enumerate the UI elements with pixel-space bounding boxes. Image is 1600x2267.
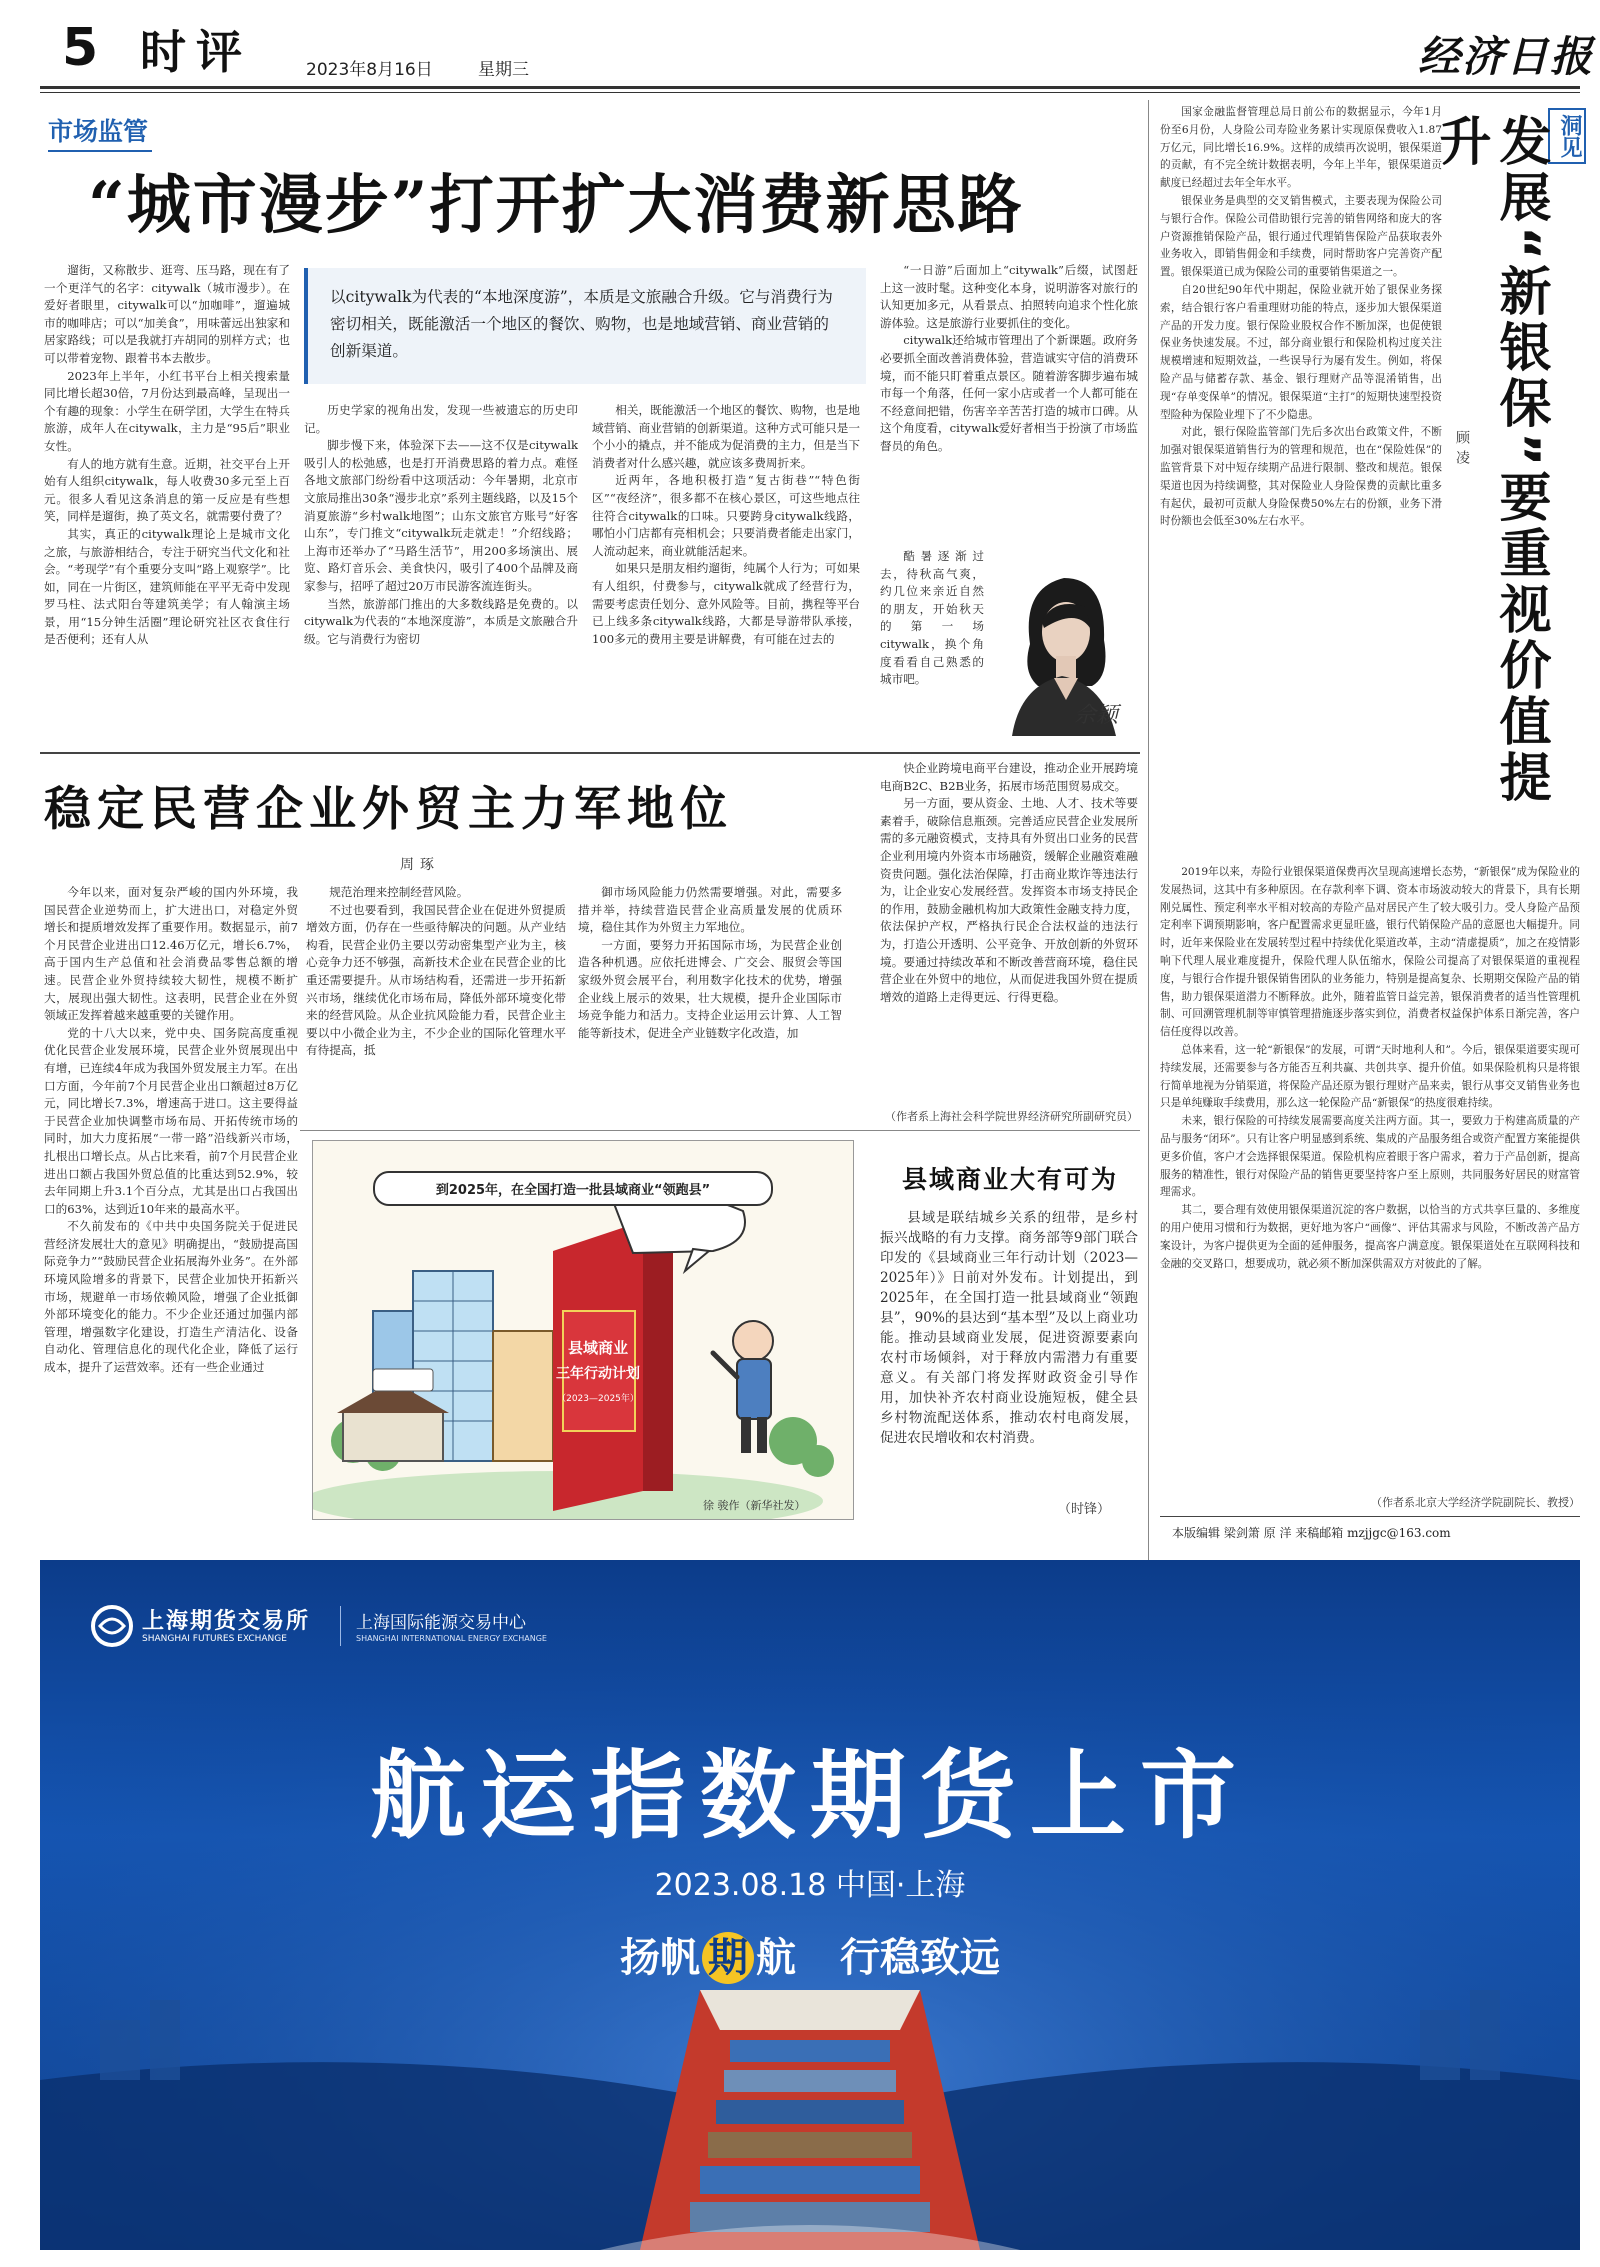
paragraph: 银保业务是典型的交叉销售模式，主要表现为保险公司与银行合作。保险公司借助银行完善的销售网络和庞大的客户资源推销保险产品，银行通过代理销售保险产品获取表外业务收入，即销售佣金和手续费，同时帮助客户完善资产配置。银保渠道已成为保险公司的重要销售渠道之一。	[1160, 194, 1442, 279]
paragraph: 脚步慢下来，体验深下去——这不仅是citywalk吸引人的松弛感，也是打开消费思路的着力点。难怪各地文旅部门纷纷看中这项活动：今年暑期，北京市文旅局推出30条“漫步北京”系列主题线路，以及15个消夏旅游“乡村walk地图”；山东文旅官方账号“好客山东”，专门推文“citywalk玩走就走！”介绍线路；上海市还举办了“马路生活节”，用200多场演出、展览、路灯音乐会、美食快闪，吸引了400个品牌及商家参与，招呼了超过20万市民游客流连街头。	[304, 438, 578, 593]
article1-column-4	[880, 262, 1138, 542]
footer-rule	[1160, 1516, 1580, 1517]
energy-exchange-cn: 上海国际能源交易中心	[356, 1613, 526, 1633]
paragraph: 2023年上半年，小红书平台上相关搜索量同比增长超30倍，7月份达到最高峰，呈现出一个有趣的现象：小学生在研学团，大学生在特兵旅游，成年人在citywalk，主力是“95后”职业女性。	[44, 368, 290, 453]
pullquote: 以citywalk为代表的“本地深度游”，本质是文旅融合升级。它与消费行为密切相关，既能激活一个地区的餐饮、购物，也是地域营销、商业营销的创新渠道。	[330, 288, 833, 360]
article2-column-4	[880, 760, 1138, 1105]
issue-weekday: 星期三	[478, 60, 529, 80]
masthead-logo: 经济日报	[1418, 32, 1595, 81]
divider	[1148, 100, 1149, 1650]
article2-column-3	[578, 884, 842, 1124]
paragraph: 其二，要合理有效使用银保渠道沉淀的客户数据，以恰当的方式共享巨量的、多维度的用户使用习惯和行为数据，更好地为客户“画像”、评估其需求与风险，不断改善产品方案设计，为客户提供更为全面的延伸服务，提高客户满意度。银保渠道处在互联网科技和金融的交叉路口，想要成功，就必须不断加深供需双方对彼此的了解。	[1160, 1204, 1580, 1270]
article2-column-2	[306, 884, 566, 1124]
paragraph: 国家金融监督管理总局日前公布的数据显示，今年1月份至6月份，人身险公司寿险业务累计实现原保费收入1.87万亿元，同比增长16.9%。这样的成绩再次说明，银保渠道的贡献，有不完全统计数据表明，今年上半年，银保渠道贡献度已经超过去年全年水平。	[1160, 106, 1442, 190]
article3-body	[880, 1208, 1138, 1498]
paragraph: “一日游”后面加上“citywalk”后缀，试图赶上这一波时髦。这种变化本身，说明游客对旅行的认知更加多元，从看景点、拍照转向追求个性化旅游体验。这是旅游行业要抓住的变化。	[880, 263, 1138, 330]
right-headline: 发展“新银保”要重视价值提升	[1430, 114, 1550, 807]
paragraph: citywalk还给城市管理出了个新课题。政府务必要抓全面改善消费体验，营造诚实守信的消费环境，而不能只盯着重点景区。随着游客脚步遍布城市每一个角落，任何一家小店或者一个人都可能在不经意间把错，伤害辛辛苦苦打造的城市口碑。从这个角度看，citywalk爱好者相当于扮演了市场监督员的角色。	[880, 333, 1138, 453]
paragraph: 今年以来，面对复杂严峻的国内外环境，我国民营企业逆势而上，扩大进出口，对稳定外贸增长和提质增效发挥了重要作用。数据显示，前7个月民营企业进出口12.46万亿元，增长6.7%，高于国内生产总值和社会消费品零售总额的增速。民营企业外贸持续较大韧性，规模不断扩大，展现出强大韧性。这表明，民营企业在外贸领域正发挥着越来越重要的关键作用。	[44, 885, 298, 1023]
energy-exchange-en: SHANGHAI INTERNATIONAL ENERGY EXCHANGE	[356, 1634, 547, 1643]
article3-byline: （时锋）	[1058, 1502, 1111, 1517]
paragraph: 遛街，又称散步、逛弯、压马路，现在有了一个更洋气的名字：citywalk（城市漫步）。在爱好者眼里，citywalk可以“加咖啡”，遛遍城市的咖啡店；可以“加美食”，用味蕾远出独家和居家路线；可以是我就打卉胡同的别样方式；也可以带着宠物、跟着书本去散步。	[44, 263, 290, 365]
exchange-name-en: SHANGHAI FUTURES EXCHANGE	[142, 1634, 287, 1644]
ad-slogan	[40, 1926, 1580, 1984]
book-title-1: 县域商业	[567, 1339, 628, 1357]
paragraph: 规范治理来控制经营风险。	[329, 885, 469, 899]
article2-headline: 稳定民营企业外贸主力军地位	[44, 782, 733, 837]
ad-banner	[40, 1560, 1580, 2250]
paragraph: 对此，银行保险监管部门先后多次出台政策文件，不断加强对银保渠道销售行为的管理和规范，也在“保险姓保”的监管背景下对中短存续期产品进行限制、整改和规范。银保渠道也因为持续调整，其对保险业人身险保费的贡献比重多有起伏，最初可贡献人身险保费50%左右的份额，业务下滑时份额也会低至30%左右水平。	[1160, 426, 1442, 528]
paragraph: 当然，旅游部门推出的大多数线路是免费的。以citywalk为代表的“本地深度游”，本质是文旅融合升级。它与消费行为密切	[304, 596, 578, 646]
illustration-credit: 徐 骏作（新华社发）	[703, 1499, 806, 1512]
slogan-part3: 行稳致远	[840, 1935, 1000, 1981]
page-number: 5	[62, 18, 99, 78]
page-header	[0, 0, 1600, 100]
paragraph: 酷暑逐渐过去，待秋高气爽，约几位来亲近自然的朋友，开始秋天的第一场citywalk，换个角度看看自己熟悉的城市吧。	[880, 549, 984, 687]
article1-column-1	[44, 262, 290, 740]
author-signature: 佘颖	[1074, 703, 1119, 728]
paragraph: 总体来看，这一轮“新银保”的发展，可谓“天时地利人和”。今后，银保渠道要实现可持续发展，还需要参与各方能否互利共赢、共创共享、提升价值。如果保险机构只是将银行简单地视为分销渠道，将保险产品还原为银行理财产品来卖，银行从事交叉销售业务也只是单纯赚取手续费用，那么这一轮保险产品“新银保”的热度很难持续。	[1160, 1043, 1580, 1110]
right-column-top	[1160, 104, 1442, 860]
article1-column-4-end	[880, 548, 984, 736]
exchange-logo	[90, 1604, 134, 1648]
column-tag-insight: 洞见	[1548, 108, 1586, 164]
issue-date: 2023年8月16日	[306, 60, 433, 80]
divider	[300, 1130, 1140, 1131]
author-portrait	[992, 548, 1138, 736]
article1-column-2	[304, 402, 578, 742]
article2-column-1	[44, 884, 298, 1518]
paragraph: 未来，银行保险的可持续发展需要高度关注两方面。其一，要致力于构建高质量的产品与服务“闭环”。只有让客户明显感到系统、集成的产品服务组合或资产配置方案能提供更多价值，客户才会选择银保渠道。保险机构应着眼于客户需求，着力于产品创新，提高服务的精准性，银行对保险产品的销售更要坚持客户至上原则，共同服务好居民的财富管理需求。	[1160, 1115, 1580, 1199]
header-rule-thin	[40, 92, 1580, 93]
paragraph: 自20世纪90年代中期起，保险业就开始了银保业务探索，结合银行客户看重理财功能的特点，逐步加大银保渠道产品的开发力度。银行保险业股权合作不断加深，也促使银保业务快速发展。不过，部分商业银行和保险机构过度关注规模增速和短期效益，一些误导行为屡有发生。例如，将保险产品与储蓄存款、基金、银行理财产品等混淆销售，出现“存单变保单”的情况。银保渠道“主打”的短期快速型投资型险种为保险业埋下了不少隐患。	[1160, 283, 1442, 421]
paragraph: 快企业跨境电商平台建设，推动企业开展跨境电商B2C、B2B业务，拓展市场范围贸易成交。	[880, 761, 1138, 793]
book-title-2: 三年行动计划	[556, 1366, 640, 1382]
paragraph: 不久前发布的《中共中央国务院关于促进民营经济发展壮大的意见》明确提出，“鼓励提高国际竞争力”“鼓励民营企业拓展海外业务”。在外部环境风险增多的背景下，民营企业加快开拓新兴市场，规避单一市场依赖风险，增强了企业抵御外部环境变化的能力。不少企业还通过加强内部管理，增强数字化建设，打造生产清洁化、设备自动化、管理信息化的现代化企业，降低了运行成本，提升了运营效率。还有一些企业通过	[44, 1219, 298, 1375]
right-column-bottom	[1160, 864, 1580, 1490]
ad-date-place: 2023.08.18 中国·上海	[654, 1868, 966, 1903]
ad-title: 航运指数期货上市	[370, 1740, 1250, 1852]
section-name: 时评	[140, 25, 252, 79]
column-tag: 市场监管	[48, 112, 152, 152]
pullquote-box	[304, 268, 866, 384]
exchange-name-cn: 上海期货交易所	[142, 1608, 311, 1634]
article2-author-note: （作者系上海社会科学院世界经济研究所副研究员）	[885, 1110, 1138, 1123]
paragraph: 不过也要看到，我国民营企业在促进外贸提质增效方面，仍存在一些亟待解决的问题。从产业结构看，民营企业仍主要以劳动密集型产业为主，核心竞争力还不够强，高新技术企业在民营企业的比重还需要提升。从市场结构看，还需进一步开拓新兴市场，继续优化市场布局，降低外部环境变化带来的经营风险。从企业抗风险能力看，民营企业主要以中小微企业为主，不少企业的国际化管理水平有待提高，抵	[306, 902, 566, 1058]
paragraph: 其实，真正的citywalk理论上是城市文化之旅，与旅游相结合，专注于研究当代文化和社会。“考现学”有个重要分支叫“路上观察学”。比如，同在一片街区，建筑师能在平平无奇中发现罗马柱、法式阳台等建筑美学；有人翰演主场景，用“15分钟生活圈”理论研究社区衣食住行是否便利；还有人从	[44, 526, 290, 647]
paragraph: 县域是联结城乡关系的纽带，是乡村振兴战略的有力支撑。商务部等9部门联合印发的《县域商业三年行动计划（2023—2025年）》日前对外发布。计划提出，到2025年，在全国打造一批县域商业“领跑县”，90%的县达到“基本型”及以上商业功能。推动县域商业发展，促进资源要素向农村市场倾斜，对于释放内需潜力有重要意义。有关部门将发挥财政资金引导作用，加快补齐农村商业设施短板，健全县乡村物流配送体系，推动农村电商发展，促进农民增收和农村消费。	[880, 1210, 1138, 1446]
editors-line: 本版编辑 梁剑箫 原 洋 来稿邮箱 mzjjgc@163.com	[1172, 1526, 1451, 1540]
article2-byline: 周琢	[400, 857, 440, 873]
paragraph: 近两年，各地积极打造“复古街巷”“特色街区”“夜经济”，很多都不在核心景区，可这些地点往往符合citywalk的口味。只要跨身citywalk线路，哪怕小门店都有亮相机会；只要消费者能走出家门，人流动起来，商业就能活起来。	[592, 473, 860, 558]
paragraph: 有人的地方就有生意。近期，社交平台上开始有人组织citywalk，每人收费30多元至上百元。很多人看见这条消息的第一反应是有些想笑，同样是遛街，换了英文名，就需要付费了？	[44, 456, 290, 524]
paragraph: 相关，既能激活一个地区的餐饮、购物，也是地域营销、商业营销的创新渠道。这种方式可能只是一个小小的撬点，并不能成为促消费的主力，但是当下消费者对什么感兴趣，就应该多费周折来。	[592, 403, 860, 470]
right-author-note: （作者系北京大学经济学院副院长、教授）	[1371, 1496, 1580, 1509]
ad-background-art	[40, 1560, 1580, 2250]
paragraph: 另一方面，要从资金、土地、人才、技术等要素着手，破除信息瓶颈。完善适应民营企业发展所需的多元融资模式，支持具有外贸出口业务的民营企业利用境内外资本市场融资，缓解企业融资难融资贵问题。强化法治保障，打击商业欺诈等违法行为，让企业安心发展经营。发挥资本市场支持民企的作用，鼓励金融机构加大政策性金融支持力度，依法保护产权，严格执行民企合法权益的违法行为，打造公开透明、公平竞争、开放创新的外贸环境。要通过持续改革和不断改善营商环境，稳住民营企业在外贸中的地位，从而促进我国外贸在提质增效的道路上走得更远、行得更稳。	[880, 796, 1138, 1004]
divider	[40, 752, 1140, 754]
slogan-highlight: 期	[702, 1932, 754, 1984]
illustration	[312, 1140, 854, 1520]
illustration-banner: 到2025年，在全国打造一批县域商业“领跑县”	[373, 1171, 773, 1206]
paragraph: 如果只是朋友相约遛街，纯属个人行为；可如果有人组织，付费参与，citywalk就成了经营行为，需要考虑责任划分、意外风险等。目前，携程等平台已上线多条citywalk线路，大都是导游带队承接，100多元的费用主要是讲解费，有可能在过去的	[592, 561, 860, 646]
paragraph: 党的十八大以来，党中央、国务院高度重视优化民营企业发展环境，民营企业外贸展现出中有增，已连续4年成为我国外贸发展主力军。在出口方面，今年前7个月民营企业出口额超过8万亿元，同比增长7.3%，增速高于进口。这主要得益于民营企业加快调整市场布局、开拓传统市场的同时，加大力度拓展“一带一路”沿线新兴市场，扎根出口增长点。从占比来看，前7个月民营企业进出口额占我国外贸总值的比重达到52.9%，较去年同期上升3.1个百分点，尤其是出口占我国出口的63%，达到近10年来的最高水平。	[44, 1025, 298, 1216]
paragraph: 历史学家的视角出发，发现一些被遗忘的历史印记。	[304, 403, 578, 435]
slogan-part2: 航	[756, 1935, 796, 1981]
article1-column-3	[592, 402, 860, 742]
article1-headline: “城市漫步”打开扩大消费新思路	[88, 168, 1024, 243]
book-title-3: （2023—2025年）	[557, 1394, 639, 1404]
ad-divider	[340, 1606, 341, 1646]
paragraph: 2019年以来，寿险行业银保渠道保费再次呈现高速增长态势，“新银保”成为保险业的发展热词，这其中有多种原因。在存款利率下调、资本市场波动较大的背景下，具有长期刚兑属性、预定利率水平相对较高的寿险产品对居民产生了较大吸引力。受人身险产品预定利率下调预期影响，客户配置需求更显旺盛，银行代销保险产品的意愿也大幅提升。同时，近年来保险业在发展转型过程中持续优化渠道改革，主动“清虚提质”，加之在疫情影响下代理人展业难度提升，保险代理人队伍缩水，保险公司提高了对银保渠道的重视程度，与银行合作提升银保销售团队的业务能力，特别是提高复杂、长期期交保险产品的销售，助力银保渠道潜力不断释放。此外，随着监管日益完善，银保消费者的适当性管理机制、可回溯管理机制等审慎管理措施逐步落实到位，消费者权益保护体系日渐完善，客户信任度得以改善。	[1160, 866, 1580, 1039]
header-rule	[40, 86, 1580, 89]
article3-headline: 县域商业大有可为	[902, 1165, 1119, 1194]
paragraph: 一方面，要努力开拓国际市场，为民营企业创造各种机遇。应依托进博会、广交会、服贸会等国家级外贸会展平台，利用数字化技术的优势，增强企业线上展示的效果，壮大规模，提升企业国际市场竞争能力和活力。支持企业运用云计算、人工智能等新技术，促进全产业链数字化改造，加	[578, 937, 842, 1040]
right-author: 顾凌	[1454, 430, 1470, 470]
paragraph: 御市场风险能力仍然需要增强。对此，需要多措并举，持续营造民营企业高质量发展的优质环境，稳住其作为外贸主力军地位。	[578, 885, 842, 935]
slogan-part1: 扬帆	[620, 1935, 700, 1981]
